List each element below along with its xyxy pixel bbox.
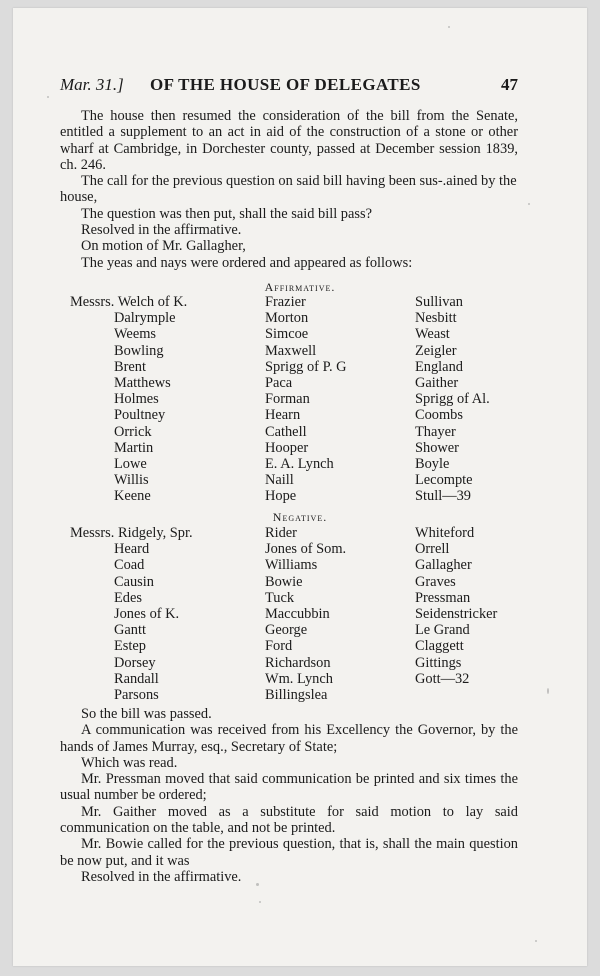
page-number: 47	[501, 75, 518, 94]
paper-speck	[256, 883, 259, 886]
member-name: Parsons	[114, 687, 159, 704]
member-name: Frazier	[265, 294, 306, 310]
member-name: Wm. Lynch	[265, 670, 333, 687]
member-name: Cathell	[265, 423, 307, 440]
member-name: Gaither	[415, 375, 459, 392]
member-name: Keene	[114, 488, 151, 505]
member-name: Whiteford	[415, 525, 475, 541]
member-name: Edes	[114, 589, 142, 606]
paragraph: Mr. Pressman moved that said communication be printed and six times the usual number be ordered;	[60, 771, 518, 804]
member-name: Matthews	[114, 375, 171, 392]
member-name: Forman	[265, 391, 310, 408]
member-name: Lecompte	[415, 472, 473, 489]
member-name: Billingslea	[265, 687, 328, 704]
paper-speck	[547, 688, 549, 694]
member-name: Hope	[265, 488, 297, 505]
negative-column-1	[70, 525, 193, 703]
member-name: E. A. Lynch	[265, 456, 334, 473]
member-name: Weems	[114, 326, 156, 343]
paragraph: Resolved in the affirmative.	[81, 222, 242, 239]
affirmative-column-2	[265, 294, 347, 505]
member-name: Williams	[265, 557, 318, 574]
member-name: George	[265, 622, 308, 639]
member-name: Paca	[265, 375, 293, 392]
paper-speck	[47, 96, 49, 98]
negative-column-2	[265, 525, 346, 703]
negative-heading: Negative.	[272, 510, 328, 524]
document-page	[13, 8, 587, 966]
member-name: Maccubbin	[265, 606, 330, 623]
member-name: Causin	[114, 573, 154, 590]
member-name: Gott—32	[415, 670, 470, 687]
member-name: Martin	[114, 439, 154, 456]
member-name: Orrell	[415, 541, 450, 558]
member-name: Messrs. Ridgely, Spr.	[70, 525, 193, 541]
member-name: Lowe	[114, 456, 147, 473]
affirmative-column-3	[415, 294, 490, 505]
paper-speck	[259, 901, 261, 903]
paragraph: So the bill was passed.	[81, 706, 212, 722]
member-name: Hooper	[265, 439, 309, 456]
member-name: Pressman	[415, 589, 471, 606]
affirmative-heading: Affirmative.	[264, 280, 336, 294]
member-name: Gallagher	[415, 557, 472, 574]
intro-text	[60, 108, 518, 271]
member-name: Jones of Som.	[265, 541, 347, 558]
member-name: Boyle	[415, 456, 450, 473]
member-name: Nesbitt	[415, 310, 457, 327]
header-date: Mar. 31.]	[60, 75, 124, 94]
member-name: Claggett	[415, 638, 464, 655]
paragraph: The question was then put, shall the said bill pass?	[81, 205, 372, 222]
member-name: Le Grand	[415, 622, 470, 639]
member-name: Randall	[114, 670, 159, 687]
member-name: Holmes	[114, 391, 159, 408]
paragraph: A communication was received from his Excellency the Governor, by the hands of James Murray, esq., Secretary of State;	[60, 722, 518, 755]
member-name: Orrick	[114, 423, 152, 440]
paragraph: Mr. Bowie called for the previous question, that is, shall the main question be now put, and it was	[60, 836, 518, 869]
paragraph: The house then resumed the consideration of the bill from the Senate, entitled a supplement to an act in aid of the construction of a stone or other wharf at Cambridge, in Dorchester county, passed at December session 1839, ch. 246.	[60, 108, 518, 173]
member-name: Gantt	[114, 622, 146, 639]
member-name: Gittings	[415, 654, 462, 671]
negative-column-3	[415, 525, 497, 687]
paper-speck	[535, 940, 537, 942]
member-name: Maxwell	[265, 342, 317, 359]
member-name: Coad	[114, 557, 145, 574]
member-name: Tuck	[265, 589, 295, 606]
paper-speck	[448, 26, 450, 28]
member-name: Zeigler	[415, 342, 457, 359]
member-name: Bowling	[114, 342, 164, 359]
running-header	[60, 74, 518, 96]
member-name: Shower	[415, 439, 459, 456]
member-name: Willis	[114, 472, 149, 489]
paragraph: The call for the previous question on said bill having been sus-.ained by the house,	[60, 173, 517, 206]
member-name: Estep	[114, 638, 146, 655]
member-name: Thayer	[415, 423, 456, 440]
member-name: Messrs. Welch of K.	[70, 294, 188, 310]
member-name: Dalrymple	[114, 310, 176, 327]
member-name: Naill	[265, 472, 294, 489]
member-name: Richardson	[265, 654, 331, 671]
member-name: Weast	[415, 326, 450, 343]
member-name: Dorsey	[114, 654, 156, 671]
paragraph: The yeas and nays were ordered and appeared as follows:	[81, 254, 413, 271]
member-name: Brent	[114, 358, 146, 375]
member-name: England	[415, 358, 463, 375]
member-name: Coombs	[415, 407, 463, 424]
paragraph: Mr. Gaither moved as a substitute for said motion to lay said communication on the table, and not be printed.	[60, 803, 518, 837]
member-name: Bowie	[265, 573, 303, 590]
affirmative-column-1	[70, 294, 187, 505]
member-name: Graves	[415, 573, 456, 590]
member-name: Heard	[114, 541, 150, 558]
member-name: Sprigg of P. G	[265, 358, 347, 375]
member-name: Stull—39	[415, 488, 471, 505]
member-name: Jones of K.	[114, 606, 180, 623]
member-name: Sullivan	[415, 294, 463, 310]
paper-speck	[528, 203, 530, 205]
member-name: Hearn	[265, 407, 301, 424]
member-name: Sprigg of Al.	[415, 391, 490, 408]
header-title: OF THE HOUSE OF DELEGATES	[150, 75, 421, 94]
closing-text	[60, 706, 518, 885]
paragraph: Which was read.	[81, 754, 178, 771]
member-name: Simcoe	[265, 326, 309, 343]
member-name: Ford	[265, 638, 293, 655]
member-name: Seidenstricker	[415, 606, 498, 623]
paragraph: On motion of Mr. Gallagher,	[81, 238, 246, 255]
paragraph: Resolved in the affirmative.	[81, 868, 242, 885]
member-name: Poultney	[114, 407, 166, 424]
member-name: Rider	[265, 525, 297, 541]
member-name: Morton	[265, 310, 309, 327]
